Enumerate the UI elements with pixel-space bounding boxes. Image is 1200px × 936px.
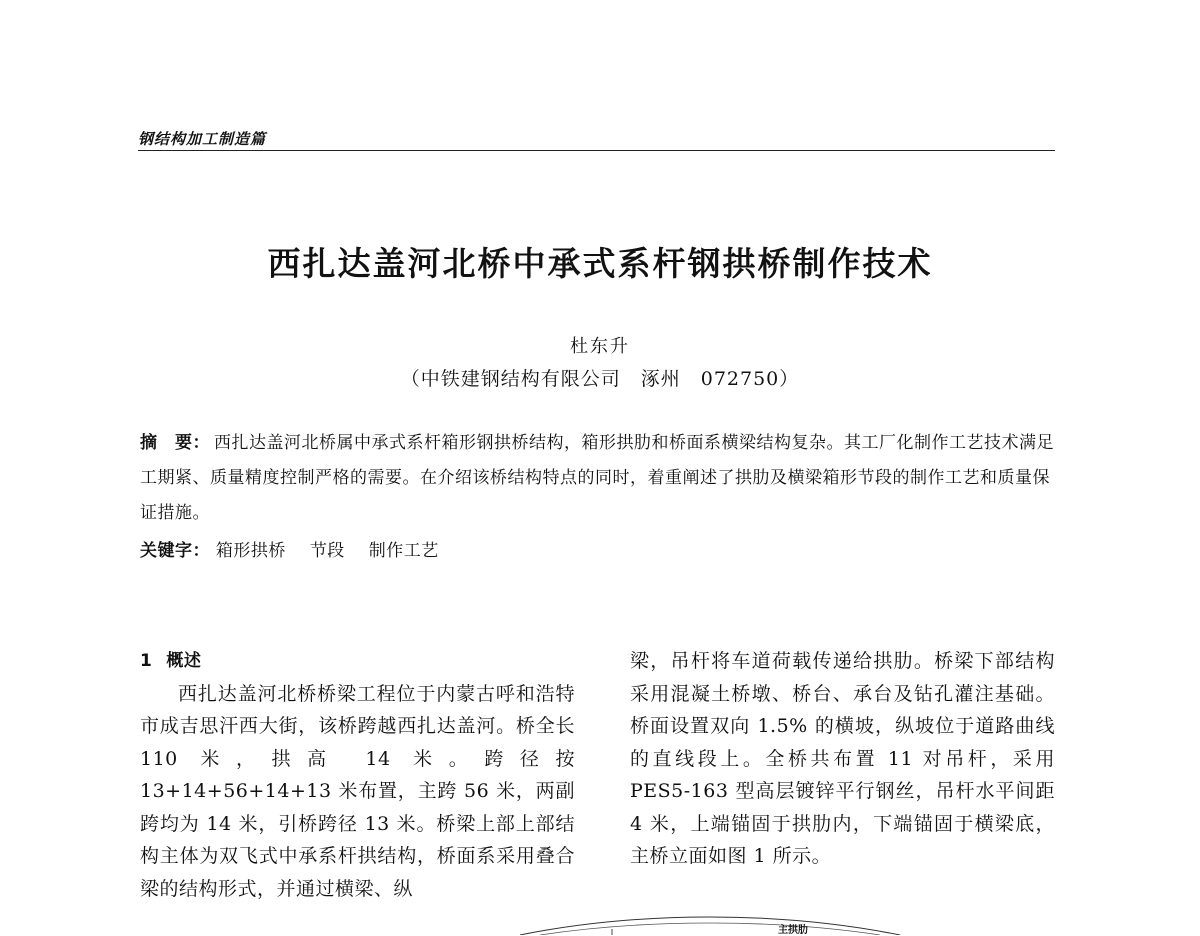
arch-rib-inner xyxy=(540,923,880,935)
section-number: 1 xyxy=(140,651,153,671)
keywords-label: 关键字： xyxy=(140,541,210,561)
paper-affiliation: （中铁建钢结构有限公司 涿州 072750） xyxy=(400,368,800,390)
keyword-item: 制作工艺 xyxy=(368,541,439,561)
section-title: 概述 xyxy=(166,651,202,671)
bridge-elevation-figure xyxy=(500,905,920,935)
body-paragraph-continued: 梁，吊杆将车道荷载传递给拱肋。桥梁下部结构采用混凝土桥墩、桥台、承台及钻孔灌注基础。桥面设置双向 1.5% 的横坡，纵坡位于道路曲线的直线段上。全桥共布置 11 对吊杆，采用 PES5-163 型高层镀锌平行钢丝，吊杆水平间距 4 米，上端锚固于拱肋内，下端锚固于横梁底，主桥立面如图 1 所示。 xyxy=(630,650,1055,867)
body-column-left xyxy=(140,645,575,905)
section-heading xyxy=(140,645,575,678)
paper-title: 西扎达盖河北桥中承式系杆钢拱桥制作技术 xyxy=(267,244,933,283)
header-rule xyxy=(138,150,1055,151)
abstract xyxy=(140,426,1055,531)
keywords xyxy=(140,536,457,561)
keyword-item: 箱形拱桥 xyxy=(215,541,286,561)
abstract-text: 西扎达盖河北桥属中承式系杆箱形钢拱桥结构，箱形拱肋和桥面系横梁结构复杂。其工厂化制作工艺技术满足工期紧、质量精度控制严格的需要。在介绍该桥结构特点的同时，着重阐述了拱肋及横梁箱形节段的制作工艺和质量保证措施。 xyxy=(140,433,1054,523)
keyword-item: 节段 xyxy=(309,541,345,561)
body-paragraph: 西扎达盖河北桥桥梁工程位于内蒙古呼和浩特市成吉思汗西大街，该桥跨越西扎达盖河。桥全长 110 米，拱高 14 米。跨径按 13+14+56+14+13 米布置，主跨 56 米，两副跨均为 14 米，引桥跨径 13 米。桥梁上部上部结构主体为双飞式中承系杆拱结构，桥面系采用叠合梁的结构形式，并通过横梁、纵 xyxy=(140,682,575,900)
paper-author: 杜东升 xyxy=(570,336,630,357)
arch-rib-outline xyxy=(520,917,900,935)
figure-label: 主拱肋 xyxy=(778,925,808,936)
running-head: 钢结构加工制造篇 xyxy=(138,130,267,148)
body-column-right xyxy=(630,645,1055,873)
abstract-label: 摘 要： xyxy=(140,433,210,453)
